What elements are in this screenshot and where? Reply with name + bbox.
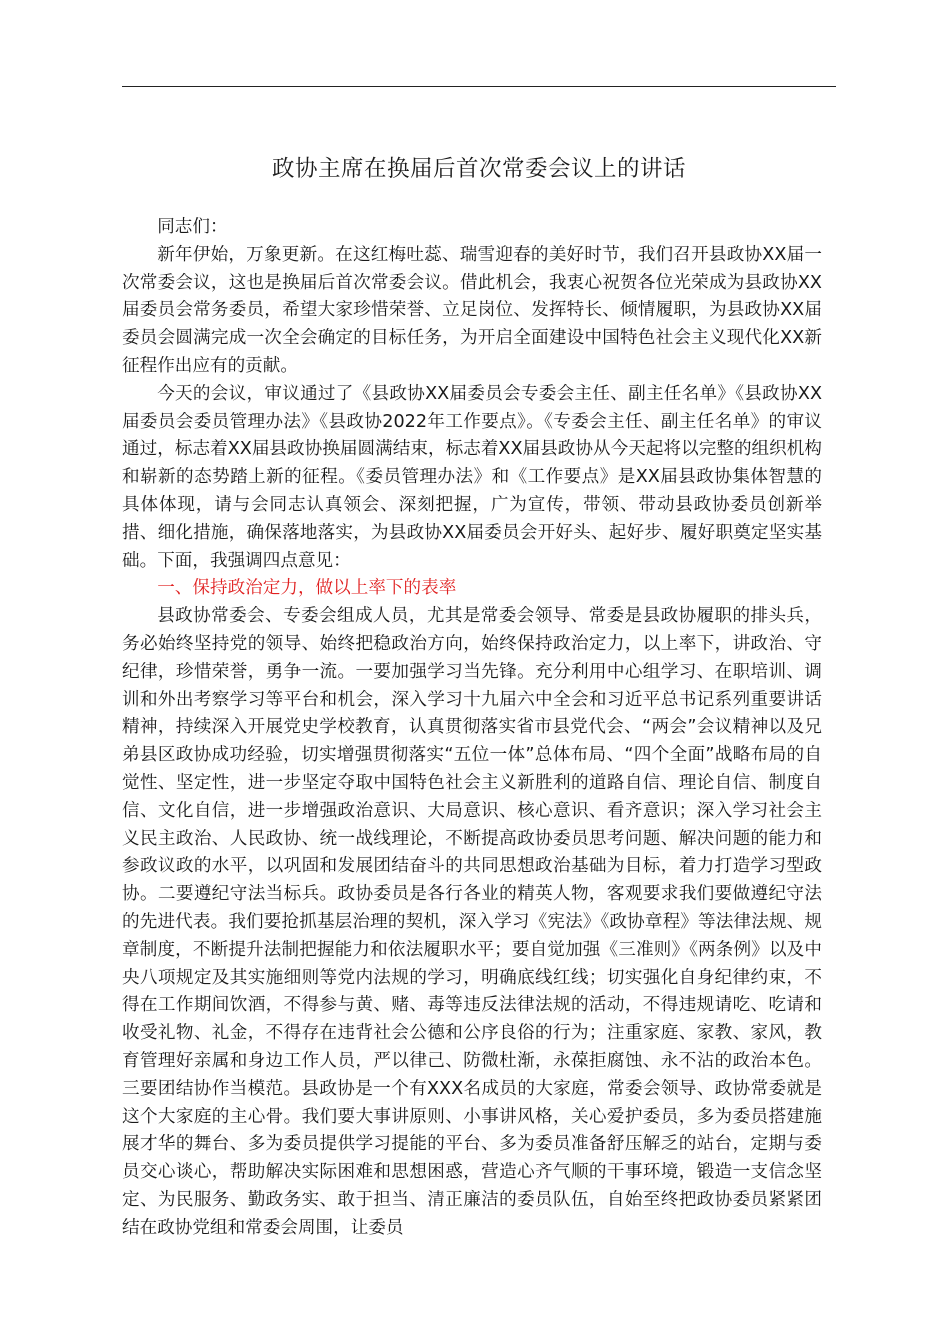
section-heading: 一、保持政治定力，做以上率下的表率 (157, 578, 457, 599)
paragraph-intro: 新年伊始，万象更新。在这红梅吐蕊、瑞雪迎春的美好时节，我们召开县政协XX届一次常委会议，这也是换届后首次常委会议。借此机会，我衷心祝贺各位光荣成为县政协XX届委员会常务委员，希望大家珍惜荣誉、立足岗位、发挥特长、倾情履职，为县政协XX届委员会圆满完成一次全会确定的目标任务，为开启全面建设中国特色社会主义现代化XX新征程作出应有的贡献。 (122, 244, 822, 376)
greeting: 同志们： (157, 217, 228, 237)
document-title: 政协主席在换届后首次常委会议上的讲话 (271, 156, 686, 182)
section-paragraph: 县政协常委会、专委会组成人员，尤其是常委会领导、常委是县政协履职的排头兵，务必始终坚持党的领导、始终把稳政治方向，始终保持政治定力，以上率下，讲政治、守纪律，珍惜荣誉，勇争一流。一要加强学习当先锋。充分利用中心组学习、在职培训、调训和外出考察学习等平台和机会，深入学习十九届六中全会和习近平总书记系列重要讲话精神，持续深入开展党史学校教育，认真贯彻落实省市县党代会、“两会”会议精神以及兄弟县区政协成功经验，切实增强贯彻落实“五位一体”总体布局、“四个全面”战略布局的自觉性、坚定性，进一步坚定夺取中国特色社会主义新胜利的道路自信、理论自信、制度自信、文化自信，进一步增强政治意识、大局意识、核心意识、看齐意识；深入学习社会主义民主政治、人民政协、统一战线理论，不断提高政协委员思考问题、解决问题的能力和参政议政的水平，以巩固和发展团结奋斗的共同思想政治基础为目标，着力打造学习型政协。二要遵纪守法当标兵。政协委员是各行各业的精英人物，客观要求我们要做遵纪守法的先进代表。我们要抢抓基层治理的契机，深入学习《宪法》《政协章程》等法律法规、规章制度，不断提升法制把握能力和依法履职水平；要自觉加强《三准则》《两条例》以及中央八项规定及其实施细则等党内法规的学习，明确底线红线；切实强化自身纪律约束，不得在工作期间饮酒，不得参与黄、赌、毒等违反法律法规的活动，不得违规请吃、吃请和收受礼物、礼金，不得存在违背社会公德和公序良俗的行为；注重家庭、家教、家风，教育管理好亲属和身边工作人员，严以律己、防微杜渐，永葆拒腐蚀、永不沾的政治本色。三要团结协作当模范。县政协是一个有XXX名成员的大家庭，常委会领导、政协常委就是这个大家庭的主心骨。我们要大事讲原则、小事讲风格，关心爱护委员，多为委员搭建施展才华的舞台、多为委员提供学习提能的平台、多为委员准备舒压解乏的站台，定期与委员交心谈心，帮助解决实际困难和思想困惑，营造心齐气顺的干事环境，锻造一支信念坚定、为民服务、勤政务实、敢于担当、清正廉洁的委员队伍，自始至终把政协委员紧紧团结在政协党组和常委会周围，让委员 (122, 606, 822, 1238)
paragraph-meeting: 今天的会议，审议通过了《县政协XX届委员会专委会主任、副主任名单》《县政协XX届委员会委员管理办法》《县政协2022年工作要点》。《专委会主任、副主任名单》的审议通过，标志着XX届县政协换届圆满结束，标志着XX届县政协从今天起将以完整的组织机构和崭新的态势踏上新的征程。《委员管理办法》和《工作要点》是XX届县政协集体智慧的具体体现，请与会同志认真领会、深刻把握，广为宣传，带领、带动县政协委员创新举措、细化措施，确保落地落实，为县政协XX届委员会开好头、起好步、履好职奠定坚实基础。下面，我强调四点意见： (122, 383, 822, 571)
header-rule (122, 86, 836, 87)
document-body (122, 214, 822, 1242)
